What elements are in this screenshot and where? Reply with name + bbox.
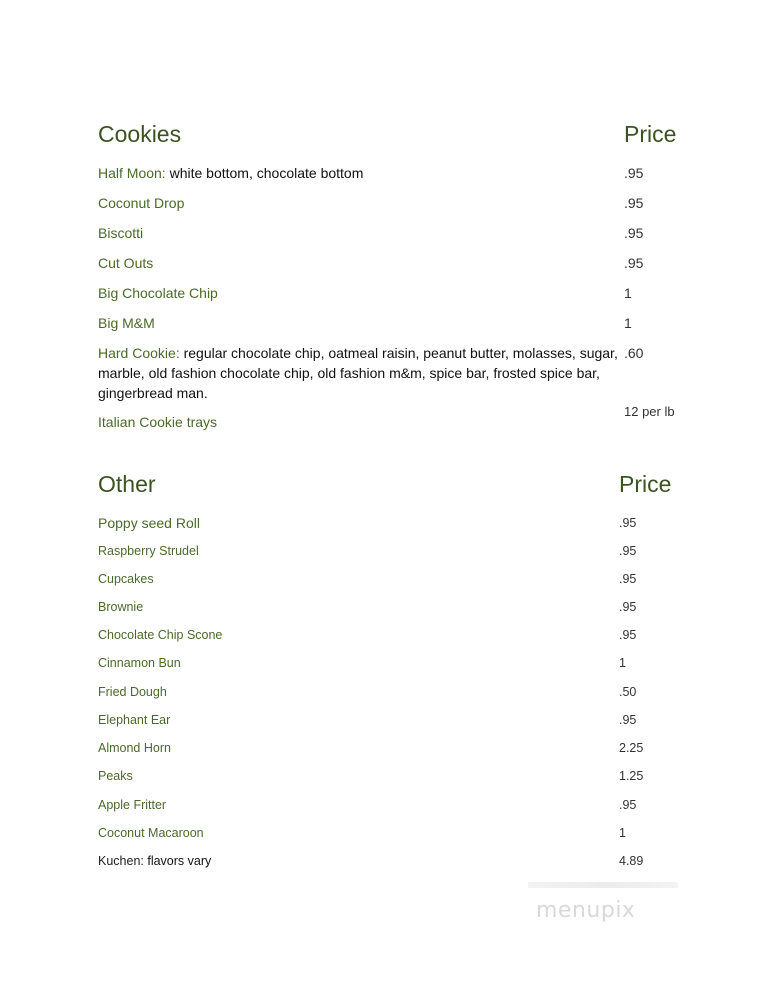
menu-item [98,283,618,303]
other-heading: Other [98,471,156,497]
item-name: Coconut Drop [98,195,185,211]
item-price: 1.25 [619,769,644,783]
cookies-price-heading: Price [624,121,677,147]
item-price: .95 [619,600,637,614]
item-price: 1 [624,285,632,301]
item-price: .95 [624,225,644,241]
item-name: Cinnamon Bun [98,656,181,670]
item-name: Brownie [98,600,144,614]
menu-item [98,163,618,183]
item-price: .95 [619,798,637,812]
item-name: Half Moon: [98,165,166,181]
item-price: .95 [619,572,637,586]
menu-item [98,852,618,870]
item-name: Big M&M [98,315,155,331]
menu-item [98,193,618,213]
item-description: flavors vary [143,854,212,868]
menu-item [98,767,618,785]
item-name: Kuchen: [98,854,144,868]
item-name: Almond Horn [98,741,171,755]
menu-item [98,824,618,842]
menu-item [98,570,618,588]
item-price: .95 [619,544,637,558]
item-name: Italian Cookie trays [98,414,218,430]
menu-item [98,739,618,757]
menu-item [98,711,618,729]
item-price: .60 [624,345,644,361]
item-name: Cut Outs [98,255,154,271]
item-name: Elephant Ear [98,713,171,727]
item-price: 4.89 [619,854,644,868]
item-price: 1 [619,656,626,670]
menu-item [98,598,618,616]
item-price: 1 [619,826,626,840]
item-price: 2.25 [619,741,644,755]
item-name: Chocolate Chip Scone [98,628,223,642]
item-price: .95 [624,255,644,271]
item-name: Big Chocolate Chip [98,285,218,301]
item-price: .95 [619,713,637,727]
item-price: .95 [624,165,644,181]
item-name: Biscotti [98,225,144,241]
menu-item [98,796,618,814]
cookies-heading: Cookies [98,121,182,147]
menu-item [98,683,618,701]
item-name: Peaks [98,769,133,783]
watermark-decoration [528,882,678,888]
item-description: regular chocolate chip, oatmeal raisin, peanut butter, molasses, sugar, marble, old fashion chocolate chip, old fashion m&m, spice bar, frosted spice bar, gingerbread man. [98,345,618,401]
menu-item [98,513,618,533]
item-name: Hard Cookie: [98,345,180,361]
item-price: 1 [624,315,632,331]
item-price: .95 [619,516,637,530]
item-name: Coconut Macaroon [98,826,204,840]
menu-item [98,626,618,644]
menu-item [98,654,618,672]
item-price: .50 [619,685,637,699]
menu-item [98,223,618,243]
watermark-logo: menupix [536,898,636,923]
item-price: 12 per lb [624,404,675,419]
other-price-heading: Price [619,471,672,497]
item-name: Apple Fritter [98,798,167,812]
item-name: Cupcakes [98,572,154,586]
menu-item [98,343,618,403]
item-name: Raspberry Strudel [98,544,199,558]
menu-item [98,253,618,273]
menu-item [98,542,618,560]
item-price: .95 [624,195,644,211]
menu-item [98,412,618,432]
item-name: Fried Dough [98,685,167,699]
item-description: white bottom, chocolate bottom [165,165,364,181]
menu-item [98,313,618,333]
item-price: .95 [619,628,637,642]
item-name: Poppy seed Roll [98,515,200,531]
